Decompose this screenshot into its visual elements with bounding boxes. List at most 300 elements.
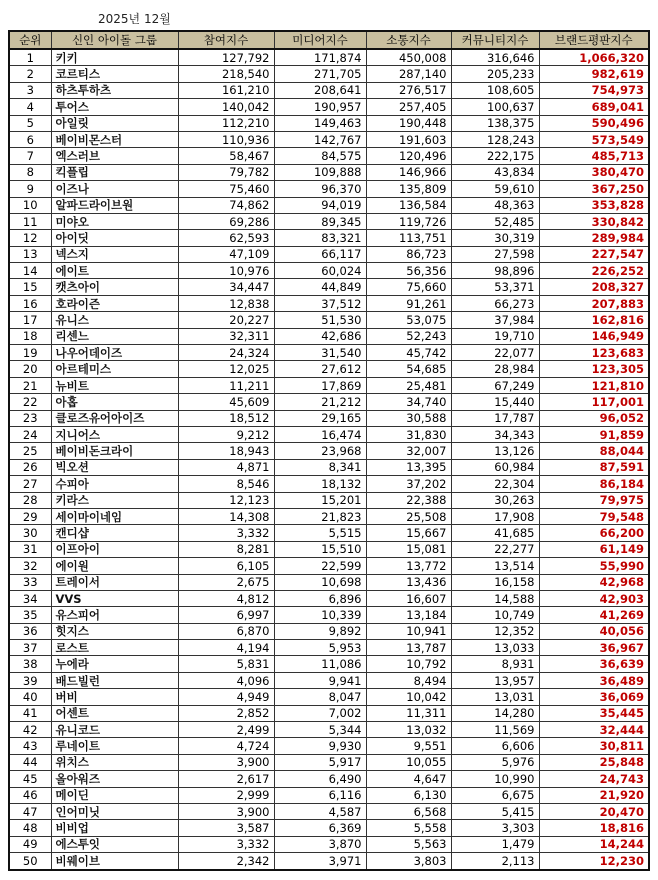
communication-cell: 4,647	[366, 771, 451, 787]
community-cell: 10,990	[451, 771, 539, 787]
rank-cell: 50	[9, 853, 51, 870]
media-cell: 83,321	[274, 230, 366, 246]
brand-reputation-cell: 96,052	[539, 410, 649, 426]
rank-cell: 46	[9, 787, 51, 803]
group-name-cell: 배드빌런	[51, 672, 178, 688]
table-row	[9, 672, 649, 688]
group-name-cell: 위치스	[51, 754, 178, 770]
brand-reputation-cell: 21,920	[539, 787, 649, 803]
participation-cell: 6,997	[178, 607, 274, 623]
brand-reputation-cell: 123,305	[539, 361, 649, 377]
participation-cell: 3,332	[178, 525, 274, 541]
header-participation: 참여지수	[178, 31, 274, 49]
participation-cell: 47,109	[178, 246, 274, 262]
community-cell: 22,304	[451, 476, 539, 492]
rank-cell: 18	[9, 328, 51, 344]
rank-cell: 47	[9, 803, 51, 819]
table-row	[9, 230, 649, 246]
rank-cell: 43	[9, 738, 51, 754]
table-row	[9, 263, 649, 279]
brand-reputation-cell: 55,990	[539, 558, 649, 574]
brand-reputation-cell: 24,743	[539, 771, 649, 787]
brand-reputation-cell: 117,001	[539, 394, 649, 410]
rank-cell: 14	[9, 263, 51, 279]
communication-cell: 75,660	[366, 279, 451, 295]
participation-cell: 32,311	[178, 328, 274, 344]
table-row	[9, 787, 649, 803]
group-name-cell: 알파드라이브원	[51, 197, 178, 213]
media-cell: 149,463	[274, 115, 366, 131]
community-cell: 19,710	[451, 328, 539, 344]
brand-reputation-cell: 79,975	[539, 492, 649, 508]
communication-cell: 54,685	[366, 361, 451, 377]
media-cell: 29,165	[274, 410, 366, 426]
group-name-cell: VVS	[51, 590, 178, 606]
brand-reputation-cell: 88,044	[539, 443, 649, 459]
table-row	[9, 836, 649, 852]
brand-reputation-cell: 91,859	[539, 426, 649, 442]
participation-cell: 9,212	[178, 426, 274, 442]
table-row	[9, 476, 649, 492]
media-cell: 15,201	[274, 492, 366, 508]
media-cell: 16,474	[274, 426, 366, 442]
group-name-cell: 수피아	[51, 476, 178, 492]
participation-cell: 45,609	[178, 394, 274, 410]
table-title: 2025년 12월	[98, 12, 171, 26]
brand-reputation-cell: 36,069	[539, 689, 649, 705]
participation-cell: 4,096	[178, 672, 274, 688]
participation-cell: 12,025	[178, 361, 274, 377]
media-cell: 9,930	[274, 738, 366, 754]
community-cell: 27,598	[451, 246, 539, 262]
table-row	[9, 164, 649, 180]
rank-cell: 40	[9, 689, 51, 705]
community-cell: 6,675	[451, 787, 539, 803]
brand-reputation-cell: 14,244	[539, 836, 649, 852]
participation-cell: 140,042	[178, 99, 274, 115]
media-cell: 51,530	[274, 312, 366, 328]
rank-cell: 31	[9, 541, 51, 557]
table-body	[9, 49, 649, 870]
participation-cell: 3,900	[178, 754, 274, 770]
community-cell: 1,479	[451, 836, 539, 852]
brand-reputation-cell: 61,149	[539, 541, 649, 557]
brand-reputation-cell: 590,496	[539, 115, 649, 131]
communication-cell: 113,751	[366, 230, 451, 246]
media-cell: 10,339	[274, 607, 366, 623]
group-name-cell: 캔디샵	[51, 525, 178, 541]
participation-cell: 4,724	[178, 738, 274, 754]
table-row	[9, 279, 649, 295]
community-cell: 13,033	[451, 640, 539, 656]
table-row	[9, 197, 649, 213]
participation-cell: 2,499	[178, 722, 274, 738]
participation-cell: 4,194	[178, 640, 274, 656]
brand-reputation-cell: 79,548	[539, 508, 649, 524]
brand-reputation-cell: 42,903	[539, 590, 649, 606]
group-name-cell: 키라스	[51, 492, 178, 508]
rank-cell: 30	[9, 525, 51, 541]
community-cell: 13,514	[451, 558, 539, 574]
communication-cell: 32,007	[366, 443, 451, 459]
communication-cell: 3,803	[366, 853, 451, 870]
rank-cell: 4	[9, 99, 51, 115]
community-cell: 138,375	[451, 115, 539, 131]
communication-cell: 191,603	[366, 131, 451, 147]
participation-cell: 8,281	[178, 541, 274, 557]
rank-cell: 29	[9, 508, 51, 524]
rank-cell: 2	[9, 66, 51, 82]
table-row	[9, 213, 649, 229]
brand-reputation-cell: 380,470	[539, 164, 649, 180]
table-row	[9, 705, 649, 721]
group-name-cell: 올아워즈	[51, 771, 178, 787]
table-row	[9, 820, 649, 836]
group-name-cell: 에이원	[51, 558, 178, 574]
media-cell: 22,599	[274, 558, 366, 574]
participation-cell: 218,540	[178, 66, 274, 82]
rank-cell: 16	[9, 295, 51, 311]
table-row	[9, 574, 649, 590]
rank-cell: 13	[9, 246, 51, 262]
media-cell: 3,870	[274, 836, 366, 852]
communication-cell: 5,558	[366, 820, 451, 836]
community-cell: 48,363	[451, 197, 539, 213]
participation-cell: 110,936	[178, 131, 274, 147]
media-cell: 6,490	[274, 771, 366, 787]
rank-cell: 3	[9, 82, 51, 98]
rank-cell: 19	[9, 345, 51, 361]
community-cell: 22,277	[451, 541, 539, 557]
media-cell: 6,116	[274, 787, 366, 803]
group-name-cell: 클로즈유어아이즈	[51, 410, 178, 426]
communication-cell: 276,517	[366, 82, 451, 98]
header-rank: 순위	[9, 31, 51, 49]
brand-reputation-cell: 485,713	[539, 148, 649, 164]
group-name-cell: 넥스지	[51, 246, 178, 262]
media-cell: 10,698	[274, 574, 366, 590]
communication-cell: 56,356	[366, 263, 451, 279]
community-cell: 60,984	[451, 459, 539, 475]
group-name-cell: 비웨이브	[51, 853, 178, 870]
table-row	[9, 426, 649, 442]
community-cell: 15,440	[451, 394, 539, 410]
communication-cell: 15,667	[366, 525, 451, 541]
rank-cell: 8	[9, 164, 51, 180]
table-row	[9, 312, 649, 328]
media-cell: 23,968	[274, 443, 366, 459]
community-cell: 2,113	[451, 853, 539, 870]
table-row	[9, 492, 649, 508]
rank-cell: 25	[9, 443, 51, 459]
media-cell: 89,345	[274, 213, 366, 229]
group-name-cell: 루네이트	[51, 738, 178, 754]
rank-cell: 15	[9, 279, 51, 295]
brand-reputation-cell: 226,252	[539, 263, 649, 279]
community-cell: 128,243	[451, 131, 539, 147]
media-cell: 9,941	[274, 672, 366, 688]
table-row	[9, 328, 649, 344]
community-cell: 316,646	[451, 49, 539, 66]
group-name-cell: 인어미닛	[51, 803, 178, 819]
participation-cell: 10,976	[178, 263, 274, 279]
media-cell: 5,515	[274, 525, 366, 541]
group-name-cell: 캣츠아이	[51, 279, 178, 295]
rank-cell: 37	[9, 640, 51, 656]
community-cell: 3,303	[451, 820, 539, 836]
media-cell: 208,641	[274, 82, 366, 98]
group-name-cell: 투어스	[51, 99, 178, 115]
participation-cell: 34,447	[178, 279, 274, 295]
table-row	[9, 82, 649, 98]
participation-cell: 12,838	[178, 295, 274, 311]
media-cell: 8,047	[274, 689, 366, 705]
participation-cell: 3,587	[178, 820, 274, 836]
brand-reputation-cell: 87,591	[539, 459, 649, 475]
group-name-cell: 하츠투하츠	[51, 82, 178, 98]
media-cell: 21,823	[274, 508, 366, 524]
participation-cell: 14,308	[178, 508, 274, 524]
communication-cell: 257,405	[366, 99, 451, 115]
table-row	[9, 410, 649, 426]
communication-cell: 8,494	[366, 672, 451, 688]
group-name-cell: 메이딘	[51, 787, 178, 803]
rank-cell: 44	[9, 754, 51, 770]
media-cell: 60,024	[274, 263, 366, 279]
media-cell: 96,370	[274, 181, 366, 197]
rank-cell: 9	[9, 181, 51, 197]
rank-cell: 6	[9, 131, 51, 147]
communication-cell: 450,008	[366, 49, 451, 66]
rank-cell: 12	[9, 230, 51, 246]
participation-cell: 12,123	[178, 492, 274, 508]
rank-cell: 41	[9, 705, 51, 721]
rank-cell: 1	[9, 49, 51, 66]
community-cell: 41,685	[451, 525, 539, 541]
header-row	[9, 31, 649, 49]
rank-cell: 11	[9, 213, 51, 229]
communication-cell: 13,032	[366, 722, 451, 738]
rank-cell: 34	[9, 590, 51, 606]
table-row	[9, 640, 649, 656]
participation-cell: 3,332	[178, 836, 274, 852]
participation-cell: 127,792	[178, 49, 274, 66]
media-cell: 3,971	[274, 853, 366, 870]
communication-cell: 120,496	[366, 148, 451, 164]
community-cell: 13,031	[451, 689, 539, 705]
media-cell: 190,957	[274, 99, 366, 115]
participation-cell: 24,324	[178, 345, 274, 361]
table-row	[9, 590, 649, 606]
community-cell: 59,610	[451, 181, 539, 197]
media-cell: 142,767	[274, 131, 366, 147]
table-row	[9, 623, 649, 639]
participation-cell: 74,862	[178, 197, 274, 213]
group-name-cell: 뉴비트	[51, 377, 178, 393]
group-name-cell: 베이비돈크라이	[51, 443, 178, 459]
communication-cell: 25,508	[366, 508, 451, 524]
group-name-cell: 누에라	[51, 656, 178, 672]
communication-cell: 287,140	[366, 66, 451, 82]
rank-cell: 20	[9, 361, 51, 377]
group-name-cell: 로스트	[51, 640, 178, 656]
group-name-cell: 아일릿	[51, 115, 178, 131]
table-row	[9, 295, 649, 311]
header-media: 미디어지수	[274, 31, 366, 49]
table-row	[9, 607, 649, 623]
table-row	[9, 689, 649, 705]
media-cell: 15,510	[274, 541, 366, 557]
participation-cell: 5,831	[178, 656, 274, 672]
table-row	[9, 115, 649, 131]
brand-reputation-cell: 754,973	[539, 82, 649, 98]
communication-cell: 13,395	[366, 459, 451, 475]
group-name-cell: 아이딧	[51, 230, 178, 246]
community-cell: 17,787	[451, 410, 539, 426]
participation-cell: 79,782	[178, 164, 274, 180]
participation-cell: 2,617	[178, 771, 274, 787]
community-cell: 12,352	[451, 623, 539, 639]
group-name-cell: 지니어스	[51, 426, 178, 442]
brand-reputation-cell: 121,810	[539, 377, 649, 393]
communication-cell: 86,723	[366, 246, 451, 262]
group-name-cell: 아르테미스	[51, 361, 178, 377]
community-cell: 13,957	[451, 672, 539, 688]
community-cell: 16,158	[451, 574, 539, 590]
group-name-cell: 유스피어	[51, 607, 178, 623]
community-cell: 14,280	[451, 705, 539, 721]
communication-cell: 13,787	[366, 640, 451, 656]
participation-cell: 18,512	[178, 410, 274, 426]
table-row	[9, 345, 649, 361]
communication-cell: 37,202	[366, 476, 451, 492]
participation-cell: 18,943	[178, 443, 274, 459]
media-cell: 18,132	[274, 476, 366, 492]
table-row	[9, 49, 649, 66]
participation-cell: 58,467	[178, 148, 274, 164]
participation-cell: 75,460	[178, 181, 274, 197]
media-cell: 44,849	[274, 279, 366, 295]
media-cell: 109,888	[274, 164, 366, 180]
media-cell: 42,686	[274, 328, 366, 344]
community-cell: 67,249	[451, 377, 539, 393]
rank-cell: 45	[9, 771, 51, 787]
communication-cell: 6,130	[366, 787, 451, 803]
participation-cell: 112,210	[178, 115, 274, 131]
group-name-cell: 나우어데이즈	[51, 345, 178, 361]
media-cell: 84,575	[274, 148, 366, 164]
media-cell: 27,612	[274, 361, 366, 377]
brand-reputation-cell: 982,619	[539, 66, 649, 82]
rank-cell: 49	[9, 836, 51, 852]
group-name-cell: 버비	[51, 689, 178, 705]
media-cell: 6,896	[274, 590, 366, 606]
brand-reputation-cell: 573,549	[539, 131, 649, 147]
brand-reputation-table	[8, 30, 650, 871]
header-communication: 소통지수	[366, 31, 451, 49]
group-name-cell: 아홉	[51, 394, 178, 410]
participation-cell: 4,812	[178, 590, 274, 606]
media-cell: 5,953	[274, 640, 366, 656]
community-cell: 5,415	[451, 803, 539, 819]
participation-cell: 2,342	[178, 853, 274, 870]
brand-reputation-cell: 40,056	[539, 623, 649, 639]
brand-reputation-cell: 330,842	[539, 213, 649, 229]
group-name-cell: 세이마이네임	[51, 508, 178, 524]
group-name-cell: 이프아이	[51, 541, 178, 557]
communication-cell: 15,081	[366, 541, 451, 557]
table-row	[9, 99, 649, 115]
media-cell: 4,587	[274, 803, 366, 819]
brand-reputation-cell: 20,470	[539, 803, 649, 819]
communication-cell: 146,966	[366, 164, 451, 180]
table-row	[9, 853, 649, 870]
rank-cell: 21	[9, 377, 51, 393]
media-cell: 5,344	[274, 722, 366, 738]
participation-cell: 6,870	[178, 623, 274, 639]
participation-cell: 6,105	[178, 558, 274, 574]
brand-reputation-cell: 227,547	[539, 246, 649, 262]
rank-cell: 28	[9, 492, 51, 508]
communication-cell: 135,809	[366, 181, 451, 197]
brand-reputation-cell: 207,883	[539, 295, 649, 311]
rank-cell: 24	[9, 426, 51, 442]
media-cell: 5,917	[274, 754, 366, 770]
group-name-cell: 어센트	[51, 705, 178, 721]
brand-reputation-cell: 42,968	[539, 574, 649, 590]
group-name-cell: 이즈나	[51, 181, 178, 197]
rank-cell: 32	[9, 558, 51, 574]
brand-reputation-cell: 367,250	[539, 181, 649, 197]
group-name-cell: 힛지스	[51, 623, 178, 639]
community-cell: 100,637	[451, 99, 539, 115]
media-cell: 17,869	[274, 377, 366, 393]
communication-cell: 53,075	[366, 312, 451, 328]
community-cell: 34,343	[451, 426, 539, 442]
brand-reputation-cell: 86,184	[539, 476, 649, 492]
communication-cell: 25,481	[366, 377, 451, 393]
community-cell: 66,273	[451, 295, 539, 311]
participation-cell: 4,949	[178, 689, 274, 705]
community-cell: 22,077	[451, 345, 539, 361]
community-cell: 52,485	[451, 213, 539, 229]
rank-cell: 5	[9, 115, 51, 131]
communication-cell: 6,568	[366, 803, 451, 819]
table-row	[9, 394, 649, 410]
brand-reputation-cell: 32,444	[539, 722, 649, 738]
communication-cell: 91,261	[366, 295, 451, 311]
communication-cell: 5,563	[366, 836, 451, 852]
community-cell: 30,319	[451, 230, 539, 246]
community-cell: 5,976	[451, 754, 539, 770]
participation-cell: 2,999	[178, 787, 274, 803]
community-cell: 205,233	[451, 66, 539, 82]
table-row	[9, 131, 649, 147]
brand-reputation-cell: 162,816	[539, 312, 649, 328]
communication-cell: 13,772	[366, 558, 451, 574]
group-name-cell: 키키	[51, 49, 178, 66]
community-cell: 10,749	[451, 607, 539, 623]
brand-reputation-cell: 12,230	[539, 853, 649, 870]
group-name-cell: 호라이즌	[51, 295, 178, 311]
table-row	[9, 541, 649, 557]
communication-cell: 22,388	[366, 492, 451, 508]
media-cell: 271,705	[274, 66, 366, 82]
community-cell: 30,263	[451, 492, 539, 508]
media-cell: 11,086	[274, 656, 366, 672]
communication-cell: 52,243	[366, 328, 451, 344]
brand-reputation-cell: 146,949	[539, 328, 649, 344]
